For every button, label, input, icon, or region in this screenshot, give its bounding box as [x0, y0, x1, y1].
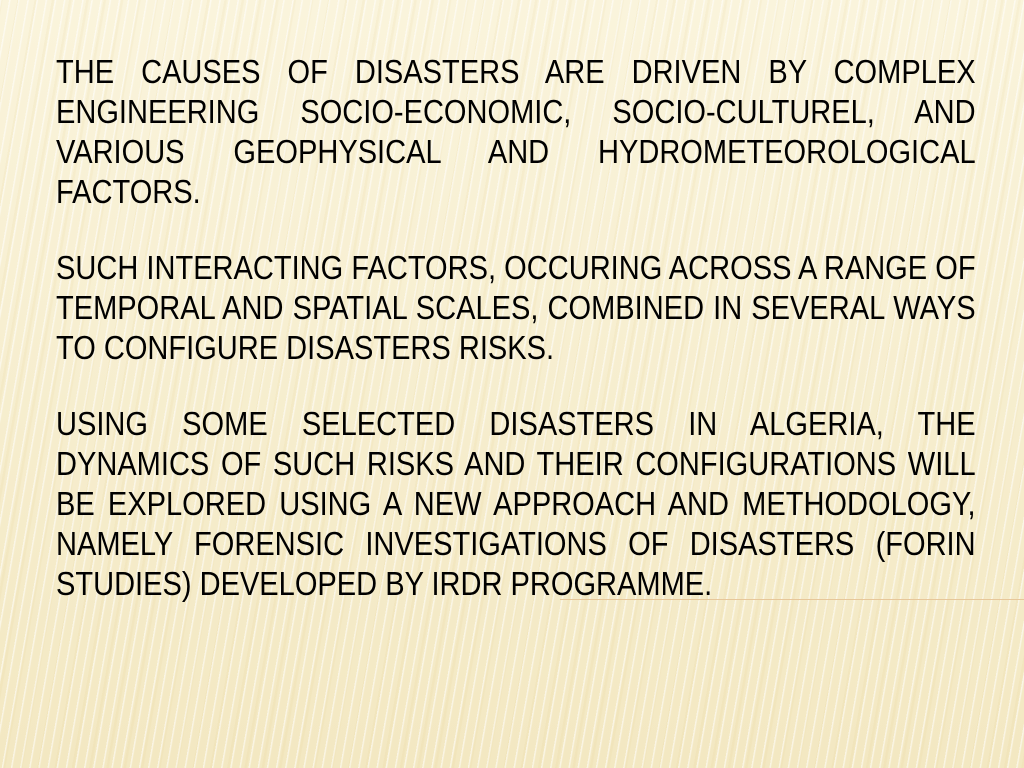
paragraph-interacting-factors: SUCH INTERACTING FACTORS, OCCURING ACROSS A RANGE OF TEMPORAL AND SPATIAL SCALES, COMBINED IN SEVERAL WAYS TO CONFIGURE DISASTERS RISKS.	[56, 249, 976, 366]
slide-body	[56, 52, 976, 640]
paragraph-algeria-forin-studies: USING SOME SELECTED DISASTERS IN ALGERIA, THE DYNAMICS OF SUCH RISKS AND THEIR CONFIGURATIONS WILL BE EXPLORED USING A NEW APPROACH AND METHODOLOGY, NAMELY FORENSIC INVESTIGATIONS OF DISASTERS (FORIN STUDIES) DEVELOPED BY IRDR PROGRAMME.	[56, 405, 976, 602]
paragraph-causes-of-disasters: THE CAUSES OF DISASTERS ARE DRIVEN BY COMPLEX ENGINEERING SOCIO-ECONOMIC, SOCIO-CULTUREL, AND VARIOUS GEOPHYSICAL AND HYDROMETEOROLOGICAL FACTORS.	[56, 53, 976, 210]
